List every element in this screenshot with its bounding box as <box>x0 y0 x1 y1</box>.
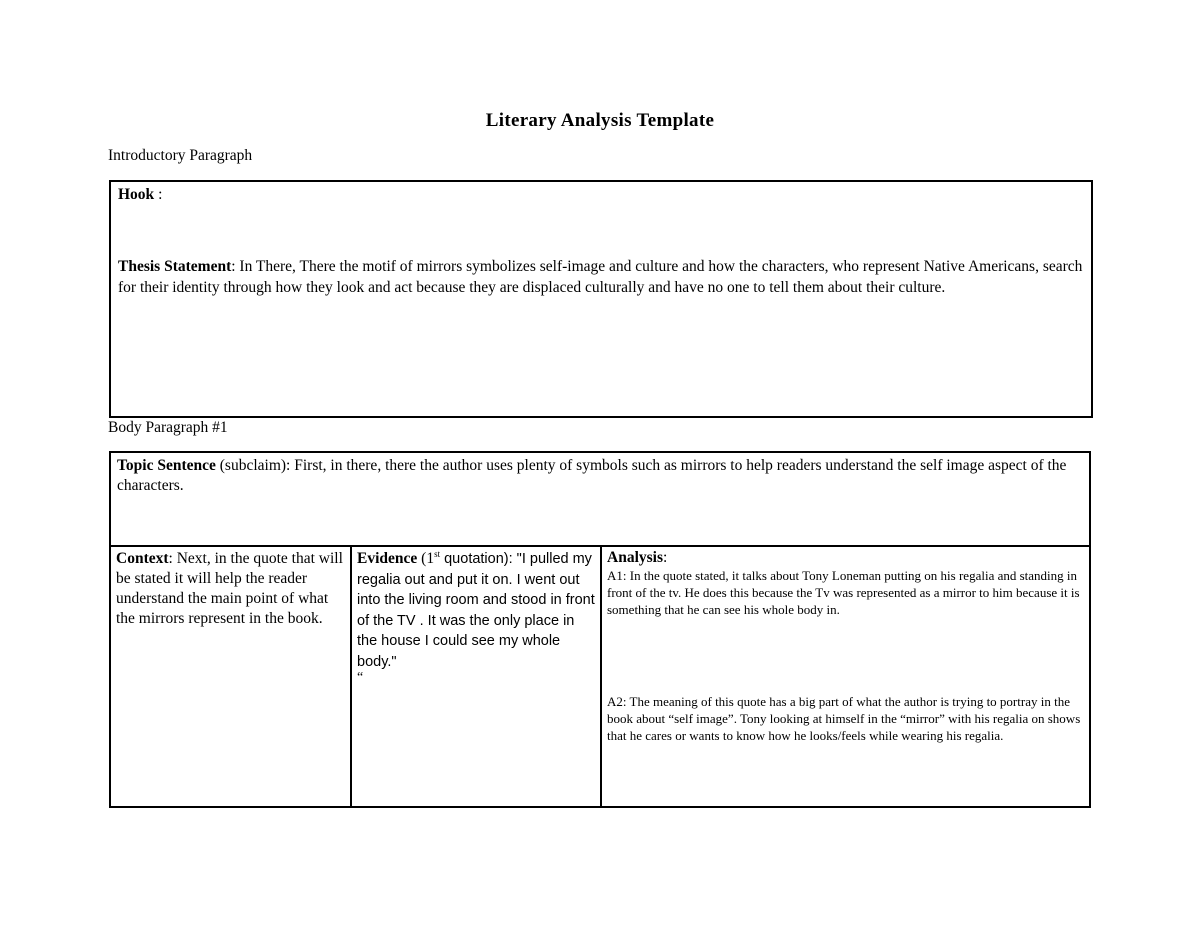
document-title: Literary Analysis Template <box>485 110 715 131</box>
hook-label: Hook <box>118 186 155 203</box>
analysis-label: Analysis <box>607 549 663 566</box>
analysis-a1: A1: In the quote stated, it talks about Tony Loneman putting on his regalia and standing in front of the tv. He does this because the Tv was represented as a mirror to him because it is something that he can see his whole body in. <box>607 568 1080 617</box>
evidence-sup: st <box>434 548 441 559</box>
thesis-label: Thesis Statement <box>118 258 232 275</box>
intro-paragraph-label: Introductory Paragraph <box>108 147 253 164</box>
body-paragraph-box <box>109 451 1091 808</box>
evidence-trailing-quote-mark: “ <box>357 670 364 685</box>
evidence-label: Evidence <box>357 550 418 567</box>
context-cell <box>111 547 352 806</box>
context-label: Context <box>116 550 169 567</box>
analysis-colon: : <box>663 549 668 566</box>
analysis-cell <box>602 547 1089 806</box>
body-paragraph-label: Body Paragraph #1 <box>108 419 228 436</box>
topic-text: (subclaim): First, in there, there the author uses plenty of symbols such as mirrors to help readers understand the self image aspect of the characters. <box>117 457 1067 494</box>
evidence-cell <box>352 547 602 806</box>
topic-sentence-cell <box>111 453 1089 547</box>
analysis-a2: A2: The meaning of this quote has a big part of what the author is trying to portray in the book about “self image”. Tony looking at himself in the “mirror” with his regalia on shows that he cares or wants to know how he looks/feels while wearing his regalia. <box>607 694 1081 743</box>
evidence-post: quotation): <box>440 551 517 567</box>
thesis-text: : In There, There the motif of mirrors symbolizes self-image and culture and how the characters, who represent Native Americans, search for their identity through how they look and act because they are displaced culturally and have no one to tell them about their culture. <box>118 258 1083 296</box>
thesis-statement <box>118 256 1084 298</box>
hook-text: : <box>154 186 163 203</box>
context-text: : Next, in the quote that will be stated it will help the reader understand the main point of what the mirrors represent in the book. <box>116 550 343 627</box>
topic-label: Topic Sentence <box>117 457 216 474</box>
hook-line <box>118 184 1084 205</box>
evidence-quote: "I pulled my regalia out and put it on. I went out into the living room and stood in front of the TV . It was the only place in the house I could see my whole body." <box>357 551 595 670</box>
evidence-pre: (1 <box>417 550 435 567</box>
intro-box <box>109 180 1093 418</box>
